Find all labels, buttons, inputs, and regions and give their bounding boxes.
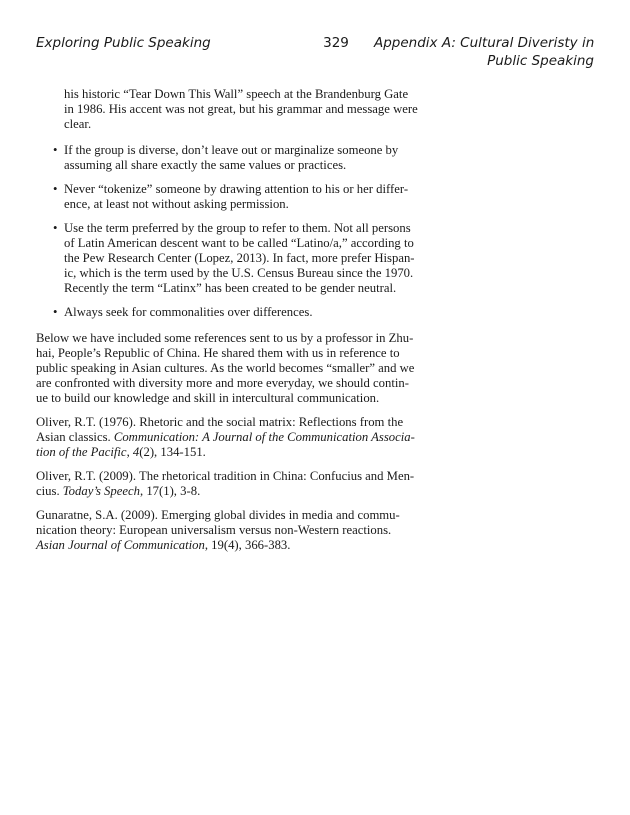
- chapter-title: [374, 34, 594, 70]
- text-line: of Latin American descent want to be called “Latino/a,” according to: [64, 236, 414, 250]
- page-body: [36, 87, 448, 562]
- text-line: the Pew Research Center (Lopez, 2013). In fact, more prefer Hispan-: [64, 251, 415, 265]
- text-line: Recently the term “Latinx” has been created to be gender neutral.: [64, 281, 397, 295]
- reference-text: , 19(4), 366-383.: [204, 538, 291, 552]
- reference-oliver-1976: [36, 415, 448, 460]
- reference-text: cius.: [36, 484, 63, 498]
- text-line: ue to build our knowledge and skill in intercultural communication.: [36, 391, 380, 405]
- chapter-title-line-1: Appendix A: Cultural Diveristy in: [374, 35, 595, 51]
- intro-paragraph: [36, 331, 448, 406]
- page-number: 329: [323, 35, 349, 51]
- bullet-item-diverse-group: [36, 143, 448, 173]
- guidelines-bullet-list: [36, 143, 448, 320]
- journal-title: Today’s Speech: [62, 484, 140, 498]
- text-line: clear.: [64, 117, 92, 131]
- chapter-title-line-2: Public Speaking: [487, 53, 594, 69]
- running-header: [36, 34, 594, 74]
- text-line: in 1986. His accent was not great, but his grammar and message were: [64, 102, 418, 116]
- text-line: Never “tokenize” someone by drawing attention to his or her differ-: [64, 182, 409, 196]
- text-line: hai, People’s Republic of China. He shared them with us in reference to: [36, 346, 400, 360]
- text-line: If the group is diverse, don’t leave out or marginalize someone by: [64, 143, 399, 157]
- reference-text: (2), 134-151.: [139, 445, 206, 459]
- reference-text: ,: [126, 445, 133, 459]
- text-line: ence, at least not without asking permission.: [64, 197, 289, 211]
- text-line: Oliver, R.T. (1976). Rhetoric and the social matrix: Reflections from the: [36, 415, 404, 429]
- reference-text: Asian classics.: [36, 430, 114, 444]
- text-line: [36, 538, 448, 553]
- bullet-item-preferred-term: [36, 221, 448, 296]
- bullet-icon: •: [53, 305, 58, 319]
- text-line: Below we have included some references sent to us by a professor in Zhu-: [36, 331, 414, 345]
- journal-title: Communication: A Journal of the Communication Associa-: [113, 430, 415, 444]
- bullet-item-commonalities: [36, 305, 448, 320]
- text-line: [36, 445, 448, 460]
- bullet-item-tokenize: [36, 182, 448, 212]
- reference-oliver-2009: [36, 469, 448, 499]
- text-line: Oliver, R.T. (2009). The rhetorical tradition in China: Confucius and Men-: [36, 469, 415, 483]
- journal-title: Asian Journal of Communication: [36, 538, 205, 552]
- text-line: Always seek for commonalities over differences.: [64, 305, 313, 319]
- text-line: his historic “Tear Down This Wall” speech at the Brandenburg Gate: [64, 87, 409, 101]
- text-line: Use the term preferred by the group to refer to them. Not all persons: [64, 221, 411, 235]
- journal-title-cont: tion of the Pacific: [36, 445, 127, 459]
- text-line: [36, 430, 448, 445]
- text-line: nication theory: European universalism versus non-Western reactions.: [36, 523, 392, 537]
- volume-number: 4: [132, 445, 140, 459]
- book-title: Exploring Public Speaking: [36, 35, 211, 51]
- text-line: are confronted with diversity more and more everyday, we should contin-: [36, 376, 409, 390]
- text-line: public speaking in Asian cultures. As the world becomes “smaller” and we: [36, 361, 415, 375]
- bullet-icon: •: [53, 182, 58, 196]
- bullet-icon: •: [53, 143, 58, 157]
- text-line: Gunaratne, S.A. (2009). Emerging global divides in media and commu-: [36, 508, 400, 522]
- text-line: ic, which is the term used by the U.S. Census Bureau since the 1970.: [64, 266, 414, 280]
- text-line: [36, 484, 448, 499]
- text-line: assuming all share exactly the same values or practices.: [64, 158, 347, 172]
- bullet-icon: •: [53, 221, 58, 235]
- continued-bullet-text: [64, 87, 448, 132]
- reference-text: , 17(1), 3-8.: [139, 484, 201, 498]
- reference-gunaratne-2009: [36, 508, 448, 553]
